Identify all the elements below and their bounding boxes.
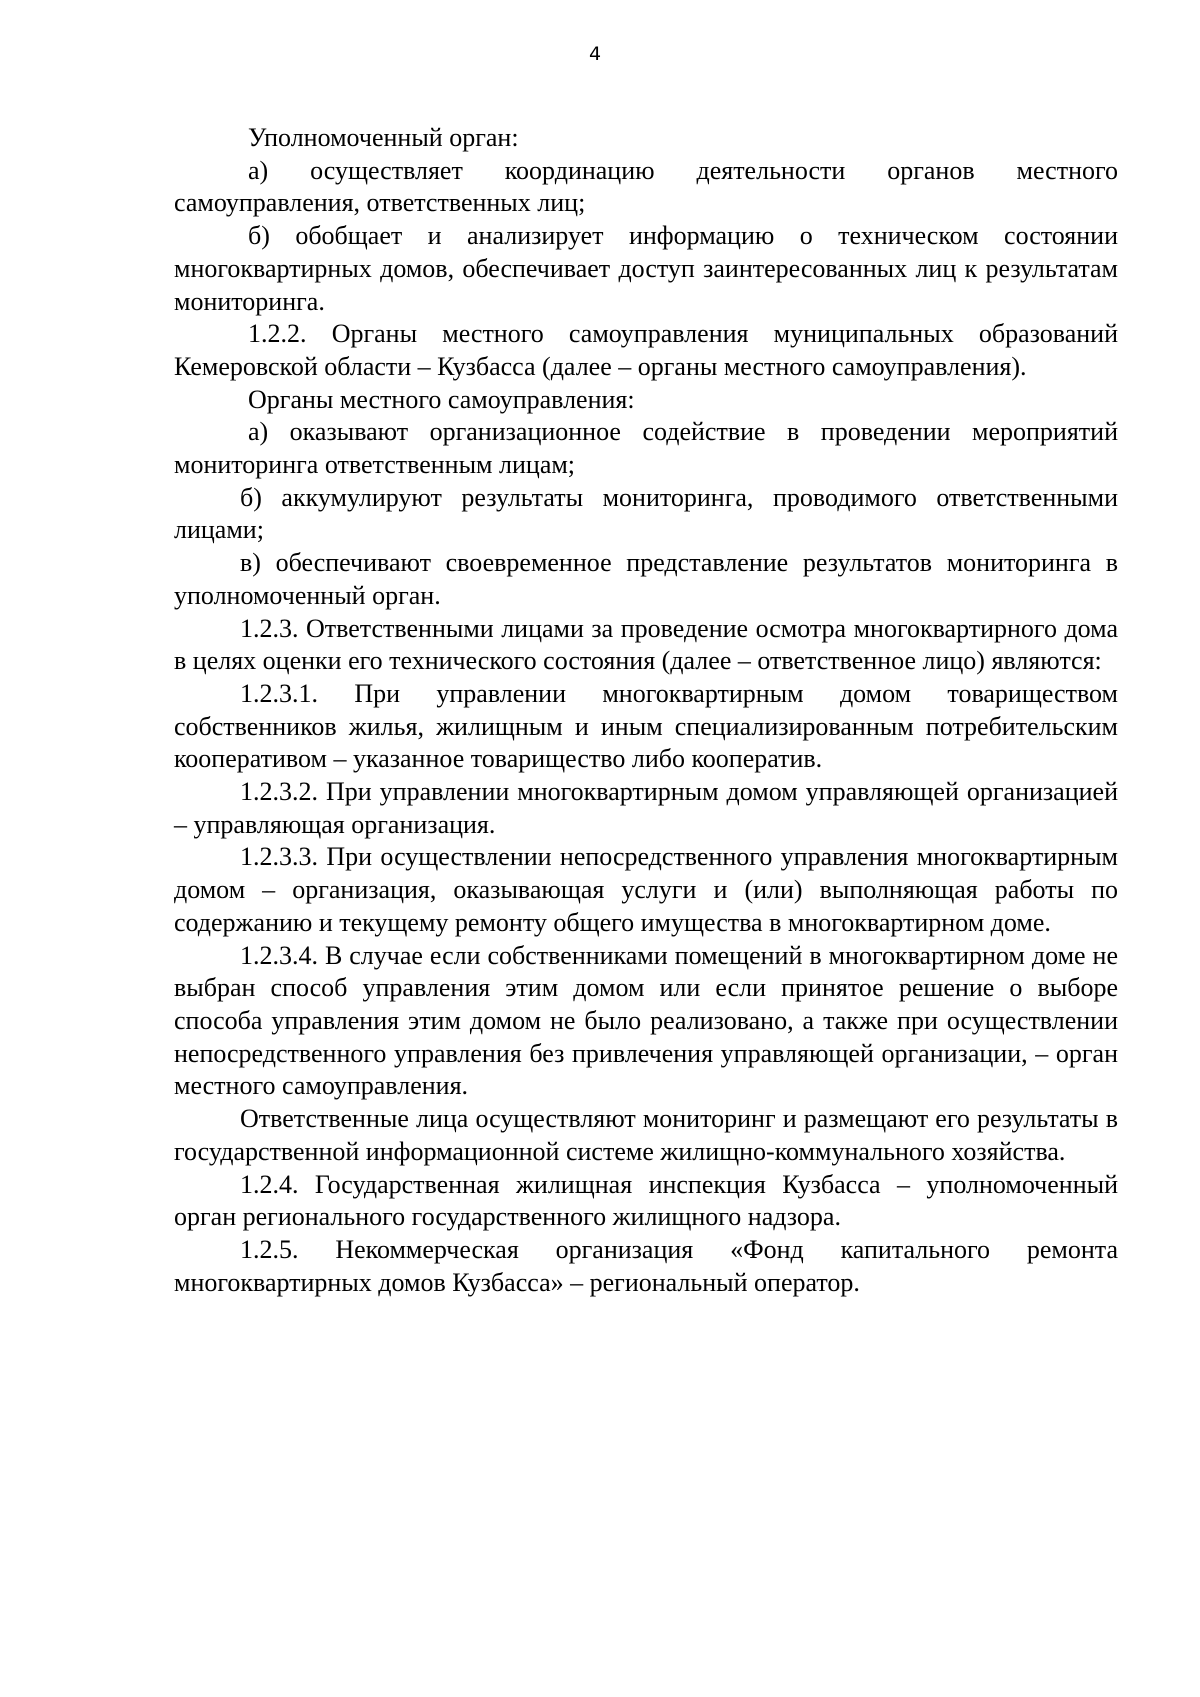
paragraph-authorized-body-intro: Уполномоченный орган: (248, 123, 519, 152)
page-number: 4 (588, 43, 602, 65)
paragraph-1-2-5: 1.2.5. Некоммерческая организация «Фонд капитального ремонта многоквартирных домов Кузбасса» – региональный оператор. (174, 1234, 1118, 1297)
paragraph-1-2-3-2: 1.2.3.2. При управлении многоквартирным домом управляющей организацией – управляющая организация. (174, 777, 1118, 839)
document-body (174, 122, 1118, 1299)
paragraph-1-2-3-4: 1.2.3.4. В случае если собственниками помещений в многоквартирном доме не выбран способ управления этим домом или если принятое решение о выборе способа управления этим домом не было реализовано, а также при осуществлении непосредственного управления без привлечения управляющей организации, – орган местного самоуправления. (174, 940, 1118, 1101)
paragraph-1-2-3: 1.2.3. Ответственными лицами за проведение осмотра многоквартирного дома в целях оценки его технического состояния (далее – ответственное лицо) являются: (174, 613, 1118, 676)
paragraph-local-government-c: в) обеспечивают своевременное представление результатов мониторинга в уполномоченный орган. (174, 548, 1118, 610)
paragraph-local-government-b: б) аккумулируют результаты мониторинга, проводимого ответственными лицами; (174, 482, 1118, 545)
paragraph-authorized-body-a: а) осуществляет координацию деятельности органов местного самоуправления, ответственных лиц; (174, 155, 1118, 218)
paragraph-1-2-3-3: 1.2.3.3. При осуществлении непосредственного управления многоквартирным домом – организация, оказывающая услуги и (или) выполняющая работы по содержанию и текущему ремонту общего имущества в многоквартирном доме. (174, 842, 1118, 937)
paragraph-authorized-body-b: б) обобщает и анализирует информацию о техническом состоянии многоквартирных домов, обеспечивает доступ заинтересованных лиц к результатам мониторинга. (174, 221, 1118, 316)
paragraph-1-2-4: 1.2.4. Государственная жилищная инспекция Кузбасса – уполномоченный орган регионального государственного жилищного надзора. (174, 1169, 1118, 1232)
paragraph-1-2-2: 1.2.2. Органы местного самоуправления муниципальных образований Кемеровской области – Кузбасса (далее – органы местного самоуправления). (174, 319, 1118, 381)
paragraph-local-government-a: а) оказывают организационное содействие в проведении мероприятий мониторинга ответственным лицам; (174, 417, 1118, 480)
paragraph-responsible-persons: Ответственные лица осуществляют мониторинг и размещают его результаты в государственной информационной системе жилищно-коммунального хозяйства. (174, 1104, 1118, 1166)
paragraph-1-2-3-1: 1.2.3.1. При управлении многоквартирным домом товариществом собственников жилья, жилищным и иным специализированным потребительским кооперативом – указанное товарищество либо кооператив. (174, 678, 1118, 774)
paragraph-local-government-intro: Органы местного самоуправления: (248, 384, 635, 414)
